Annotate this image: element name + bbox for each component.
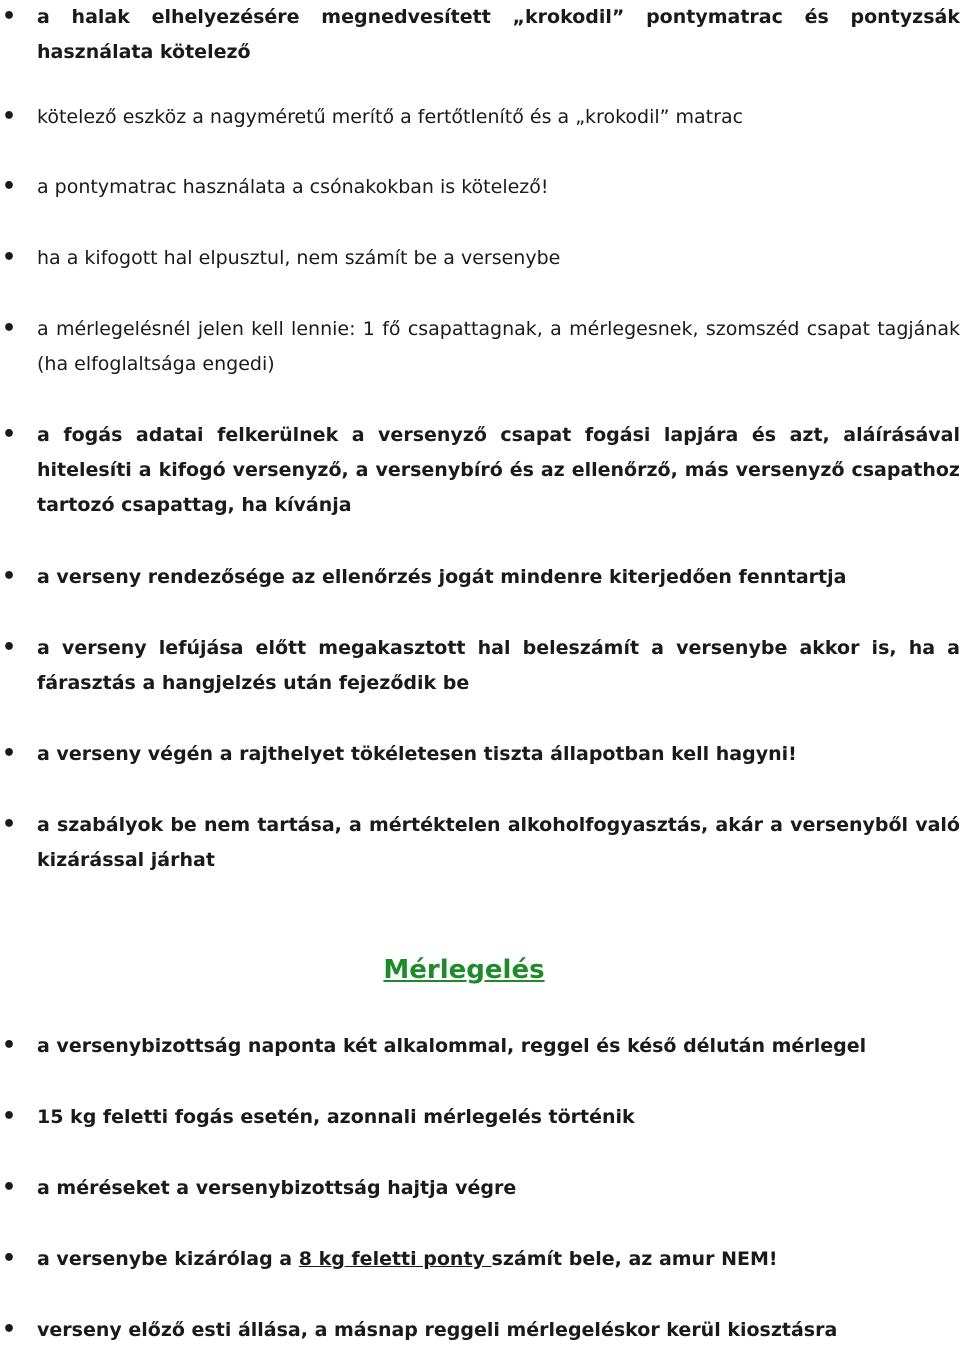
bullet: • bbox=[2, 635, 17, 660]
list-item bbox=[0, 1029, 960, 1064]
list-item bbox=[0, 560, 960, 595]
bullet: • bbox=[2, 245, 17, 270]
rule-text: a verseny rendezősége az ellenőrzés jogát mindenre kiterjedően fenntartja bbox=[37, 566, 847, 588]
list-item bbox=[0, 170, 960, 205]
list-item bbox=[0, 631, 960, 701]
list-item bbox=[0, 808, 960, 878]
bullet: • bbox=[2, 1104, 17, 1129]
list-item bbox=[0, 100, 960, 135]
bullet: • bbox=[2, 174, 17, 199]
bullet: • bbox=[2, 812, 17, 837]
rule-text: a pontymatrac használata a csónakokban is kötelező! bbox=[37, 176, 549, 198]
list-item bbox=[0, 1100, 960, 1135]
bullet: • bbox=[2, 4, 17, 29]
weighing-text: verseny előző esti állása, a másnap reggeli mérlegeléskor kerül kiosztásra bbox=[37, 1319, 838, 1341]
bullet: • bbox=[2, 316, 17, 341]
list-item bbox=[0, 241, 960, 276]
weighing-text: a versenybizottság naponta két alkalommal, reggel és késő délután mérlegel bbox=[37, 1035, 867, 1057]
rule-text: a fogás adatai felkerülnek a versenyző csapat fogási lapjára és azt, aláírásával hitelesíti a kifogó versenyző, a versenybíró és az ellenőrző, más versenyző csapathoz tartozó csapattag, ha kívánja bbox=[37, 424, 960, 516]
rule-text: a verseny lefújása előtt megakasztott hal beleszámít a versenybe akkor is, ha a fárasztás a hangjelzés után fejeződik be bbox=[37, 637, 960, 694]
bullet: • bbox=[2, 1246, 17, 1271]
weighing-text-underlined: 8 kg feletti ponty bbox=[298, 1248, 492, 1270]
bullet: • bbox=[2, 104, 17, 129]
list-item bbox=[0, 1171, 960, 1206]
bullet: • bbox=[2, 1317, 17, 1342]
bullet: • bbox=[2, 1033, 17, 1058]
weighing-text: a méréseket a versenybizottság hajtja végre bbox=[37, 1177, 517, 1199]
rule-text: ha a kifogott hal elpusztul, nem számít be a versenybe bbox=[37, 247, 561, 269]
list-item bbox=[0, 312, 960, 382]
bullet: • bbox=[2, 741, 17, 766]
weighing-text-end: számít bele, az amur NEM! bbox=[491, 1248, 778, 1270]
rule-text: kötelező eszköz a nagyméretű merítő a fertőtlenítő és a „krokodil” matrac bbox=[37, 106, 744, 128]
bullet: • bbox=[2, 422, 17, 447]
rule-text: a halak elhelyezésére megnedvesített „krokodil” pontymatrac és pontyzsák használata kötelező bbox=[37, 6, 960, 63]
weighing-text bbox=[37, 1242, 960, 1277]
list-item bbox=[0, 0, 960, 70]
section-heading: Mérlegelés bbox=[383, 955, 545, 985]
rule-text: a mérlegelésnél jelen kell lennie: 1 fő csapattagnak, a mérlegesnek, szomszéd csapat tagjának (ha elfoglaltsága engedi) bbox=[37, 318, 960, 375]
weighing-text-start: a versenybe kizárólag a bbox=[37, 1248, 299, 1270]
list-item bbox=[0, 418, 960, 523]
bullet: • bbox=[2, 564, 17, 589]
list-item bbox=[0, 737, 960, 772]
rule-text: a szabályok be nem tartása, a mértéktelen alkoholfogyasztás, akár a versenyből való kizárással járhat bbox=[37, 814, 960, 871]
bullet: • bbox=[2, 1175, 17, 1200]
weighing-text: 15 kg feletti fogás esetén, azonnali mérlegelés történik bbox=[37, 1106, 635, 1128]
rule-text: a verseny végén a rajthelyet tökéletesen tiszta állapotban kell hagyni! bbox=[37, 743, 797, 765]
list-item bbox=[0, 1242, 960, 1277]
